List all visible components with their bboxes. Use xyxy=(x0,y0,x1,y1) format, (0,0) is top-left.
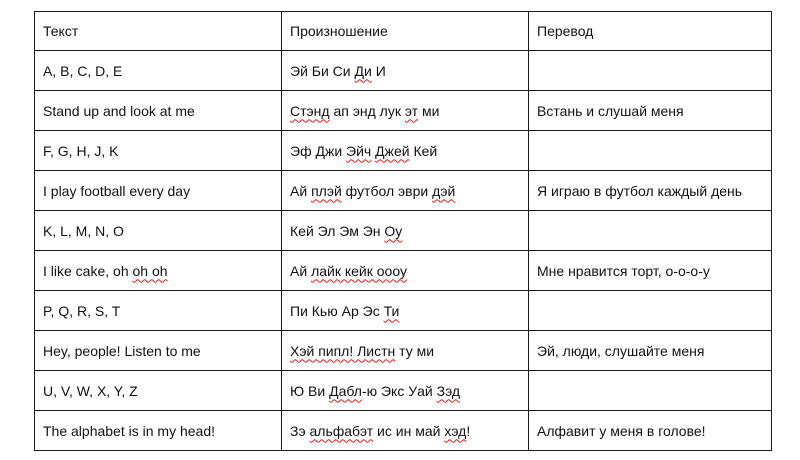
cell-text: The alphabet is in my head! xyxy=(35,411,282,451)
cell-pronunciation xyxy=(282,211,529,251)
pronunciation-segment: ис ин май xyxy=(373,422,445,439)
table-row xyxy=(35,251,772,291)
cell-pronunciation xyxy=(282,411,529,451)
pronunciation-segment: Зэ xyxy=(290,422,310,439)
cell-text: Hey, people! Listen to me xyxy=(35,331,282,371)
text-segment: I like cake, oh xyxy=(43,262,133,279)
header-pronunciation: Произношение xyxy=(282,12,529,51)
cell-pronunciation xyxy=(282,131,529,171)
table-row xyxy=(35,91,772,131)
table-row xyxy=(35,211,772,251)
cell-translation: Мне нравится торт, о-о-о-у xyxy=(529,251,772,291)
cell-pronunciation xyxy=(282,51,529,91)
pronunciation-segment: Джей xyxy=(375,142,410,159)
pronunciation-segment: Кей xyxy=(409,142,438,159)
cell-translation xyxy=(529,211,772,251)
text-segment: oh oh xyxy=(132,262,168,279)
pronunciation-segment: ! xyxy=(466,422,471,439)
pronunciation-segment: дэй xyxy=(432,182,456,199)
pronunciation-segment: Ди xyxy=(354,62,372,79)
cell-translation xyxy=(529,51,772,91)
cell-text: F, G, H, J, K xyxy=(35,131,282,171)
table-row xyxy=(35,131,772,171)
pronunciation-segment: ту ми xyxy=(395,342,435,359)
cell-text xyxy=(35,251,282,291)
table-header-row xyxy=(35,12,772,51)
cell-text: A, B, C, D, E xyxy=(35,51,282,91)
pronunciation-segment: Ю Ви xyxy=(290,382,330,399)
pronunciation-segment: Эф Джи xyxy=(290,142,347,159)
table-row xyxy=(35,371,772,411)
cell-pronunciation xyxy=(282,291,529,331)
cell-translation: Встань и слушай меня xyxy=(529,91,772,131)
table-row xyxy=(35,51,772,91)
lyrics-table-container xyxy=(34,11,771,451)
cell-translation: Эй, люди, слушайте меня xyxy=(529,331,772,371)
table-row xyxy=(35,331,772,371)
pronunciation-segment: альфабэт xyxy=(309,422,374,439)
pronunciation-segment: лайк кейк оооу xyxy=(311,262,407,279)
pronunciation-segment: Оу xyxy=(384,222,403,239)
pronunciation-segment: Эйч xyxy=(346,142,372,159)
cell-translation: Я играю в футбол каждый день xyxy=(529,171,772,211)
pronunciation-segment: Кей Эл Эм Эн xyxy=(290,222,385,239)
cell-pronunciation xyxy=(282,251,529,291)
cell-translation xyxy=(529,291,772,331)
pronunciation-segment: Дабл xyxy=(329,382,362,399)
pronunciation-segment: Зэд xyxy=(436,382,461,399)
cell-translation xyxy=(529,131,772,171)
cell-text: U, V, W, X, Y, Z xyxy=(35,371,282,411)
cell-text: K, L, M, N, O xyxy=(35,211,282,251)
pronunciation-segment: футбол эври xyxy=(341,182,433,199)
pronunciation-segment: Ай xyxy=(290,182,312,199)
cell-pronunciation xyxy=(282,371,529,411)
pronunciation-segment: Хэй пипл! Листн xyxy=(290,342,396,359)
cell-pronunciation xyxy=(282,171,529,211)
pronunciation-segment: Ти xyxy=(383,302,400,319)
cell-translation xyxy=(529,371,772,411)
header-text: Текст xyxy=(35,12,282,51)
pronunciation-segment: хэд xyxy=(444,422,467,439)
table-row xyxy=(35,291,772,331)
cell-text: P, Q, R, S, T xyxy=(35,291,282,331)
cell-text: Stand up and look at me xyxy=(35,91,282,131)
pronunciation-segment: плэй xyxy=(311,182,342,199)
pronunciation-segment: Пи Кью Ар Эс xyxy=(290,302,384,319)
pronunciation-segment: И xyxy=(371,62,386,79)
pronunciation-segment: Стэнд xyxy=(290,102,330,119)
lyrics-table xyxy=(34,11,772,451)
pronunciation-segment: ап энд лук xyxy=(329,102,405,119)
table-row xyxy=(35,171,772,211)
pronunciation-segment: эт xyxy=(404,102,419,119)
pronunciation-segment: Ай xyxy=(290,262,312,279)
pronunciation-segment: ми xyxy=(418,102,440,119)
pronunciation-segment: -ю Экс Уай xyxy=(361,382,437,399)
cell-text: I play football every day xyxy=(35,171,282,211)
cell-pronunciation xyxy=(282,331,529,371)
cell-translation: Алфавит у меня в голове! xyxy=(529,411,772,451)
header-translation: Перевод xyxy=(529,12,772,51)
cell-pronunciation xyxy=(282,91,529,131)
table-row xyxy=(35,411,772,451)
pronunciation-segment: Эй Би Си xyxy=(290,62,355,79)
